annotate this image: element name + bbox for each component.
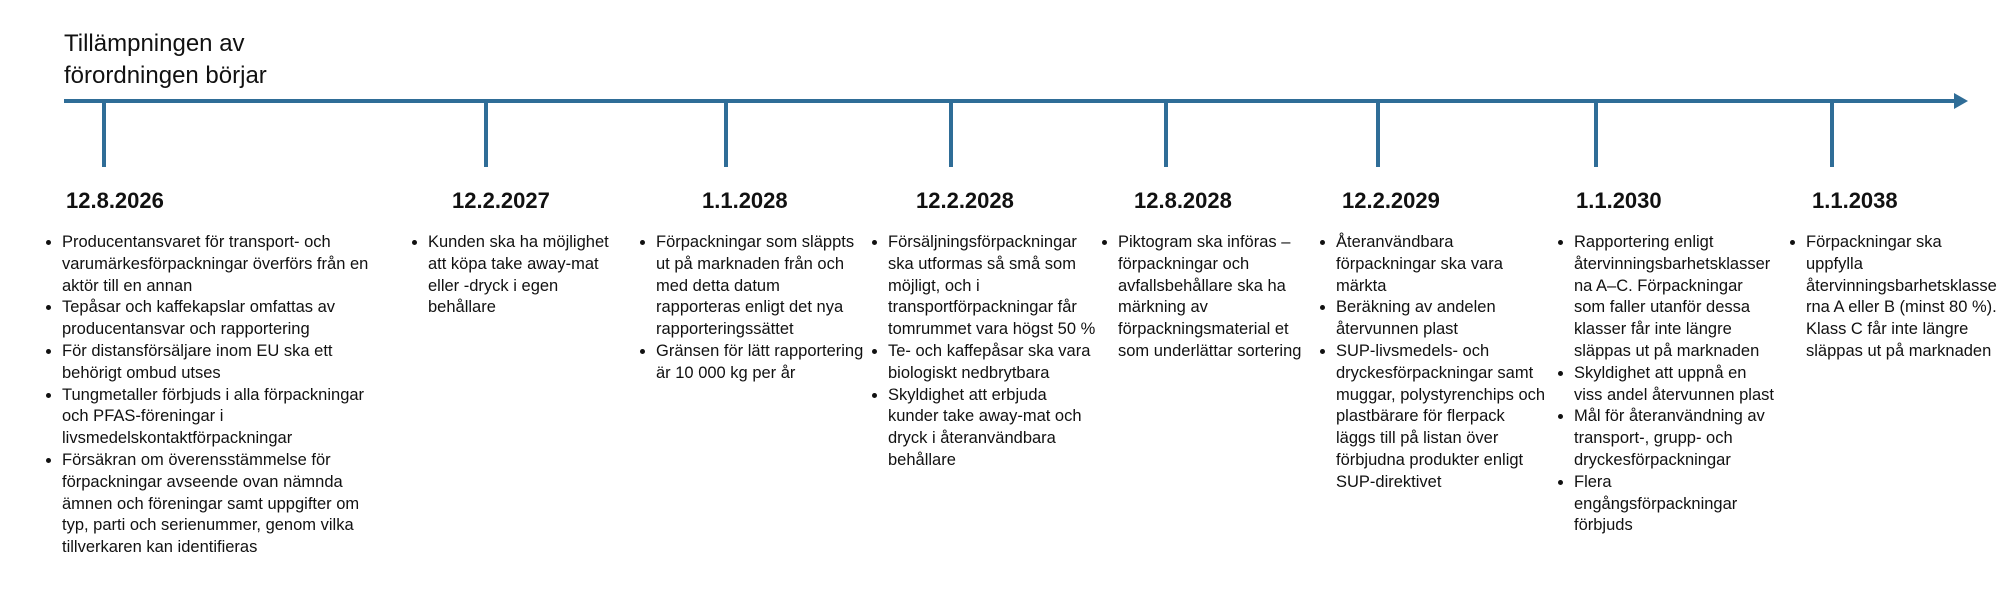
- milestone-item-list: [1318, 232, 1548, 494]
- milestone-item: • Producentansvaret för transport- och varumärkesförpackningar överförs från en aktör till en annan: [62, 232, 384, 297]
- milestone-item: • Piktogram ska införas – förpackningar och avfallsbehållare ska ha märkning av förpackningsmaterial et som underlättar sortering: [1118, 232, 1318, 363]
- milestone-item-list: [638, 232, 866, 385]
- milestone-item: • Rapportering enligt återvinningsbarhetsklasserna A–C. Förpackningar som faller utanför dessa klasser får inte längre släppas ut på marknaden: [1574, 232, 1774, 363]
- milestone-item: • Gränsen för lätt rapportering är 10 000 kg per år: [656, 341, 866, 385]
- milestone-date: 12.8.2028: [1134, 188, 1232, 213]
- timeline-tick: [949, 101, 953, 167]
- milestone-item: • Mål för återanvändning av transport-, grupp- och dryckesförpackningar: [1574, 406, 1774, 471]
- milestone-date: 12.8.2026: [66, 188, 164, 213]
- timeline-tick: [1830, 101, 1834, 167]
- timeline-title: Tillämpningen av förordningen börjar: [64, 30, 267, 89]
- timeline-tick: [1164, 101, 1168, 167]
- timeline-arrowhead-icon: [1954, 93, 1968, 109]
- timeline-tick: [102, 101, 106, 167]
- milestone-date: 1.1.2038: [1812, 188, 1898, 213]
- milestone-item: • Försäkran om överensstämmelse för förpackningar avseende ovan nämnda ämnen och föreningar samt uppgifter om typ, parti och serienummer, genom vilka tillverkaren kan identifieras: [62, 450, 384, 559]
- milestone-date: 12.2.2029: [1342, 188, 1440, 213]
- milestone-date: 1.1.2028: [702, 188, 788, 213]
- milestone-item-list: [1100, 232, 1318, 363]
- milestone-item: • Försäljningsförpackningar ska utformas så små som möjligt, och i transportförpackningar får tomrummet vara högst 50 %: [888, 232, 1098, 341]
- milestone-item: • Tepåsar och kaffekapslar omfattas av producentansvar och rapportering: [62, 297, 384, 341]
- timeline-tick: [1594, 101, 1598, 167]
- milestone-item: • Beräkning av andelen återvunnen plast: [1336, 297, 1548, 341]
- timeline-tick: [724, 101, 728, 167]
- milestone-date: 1.1.2030: [1576, 188, 1662, 213]
- milestone-date: 12.2.2028: [916, 188, 1014, 213]
- milestone-date: 12.2.2027: [452, 188, 550, 213]
- timeline-tick: [484, 101, 488, 167]
- milestone-item: • Skyldighet att uppnå en viss andel återvunnen plast: [1574, 363, 1774, 407]
- milestone-item: • Flera engångsförpackningar förbjuds: [1574, 472, 1774, 537]
- milestone-item: • Förpackningar ska uppfylla återvinningsbarhetsklasserna A eller B (minst 80 %). Klass C får inte längre släppas ut på marknaden: [1806, 232, 2000, 363]
- milestone-item-list: [44, 232, 384, 559]
- milestone-item-list: [410, 232, 628, 319]
- milestone-item-list: [1556, 232, 1774, 537]
- milestone-item-list: [870, 232, 1098, 472]
- milestone-item: • Skyldighet att erbjuda kunder take away-mat och dryck i återanvändbara behållare: [888, 385, 1098, 472]
- milestone-item: • Förpackningar som släppts ut på marknaden från och med detta datum rapporteras enligt det nya rapporteringssättet: [656, 232, 866, 341]
- milestone-item-list: [1788, 232, 2000, 363]
- timeline-tick: [1376, 101, 1380, 167]
- milestone-item: • För distansförsäljare inom EU ska ett behörigt ombud utses: [62, 341, 384, 385]
- milestone-item: • Tungmetaller förbjuds i alla förpackningar och PFAS-föreningar i livsmedelskontaktförpackningar: [62, 385, 384, 450]
- milestone-item: • Te- och kaffepåsar ska vara biologiskt nedbrytbara: [888, 341, 1098, 385]
- milestone-item: • SUP-livsmedels- och dryckesförpackningar samt muggar, polystyrenchips och plastbärare för flerpack läggs till på listan över förbjudna produkter enligt SUP-direktivet: [1336, 341, 1548, 494]
- milestone-item: • Återanvändbara förpackningar ska vara märkta: [1336, 232, 1548, 297]
- milestone-item: • Kunden ska ha möjlighet att köpa take away-mat eller -dryck i egen behållare: [428, 232, 628, 319]
- timeline-axis: [64, 99, 1960, 103]
